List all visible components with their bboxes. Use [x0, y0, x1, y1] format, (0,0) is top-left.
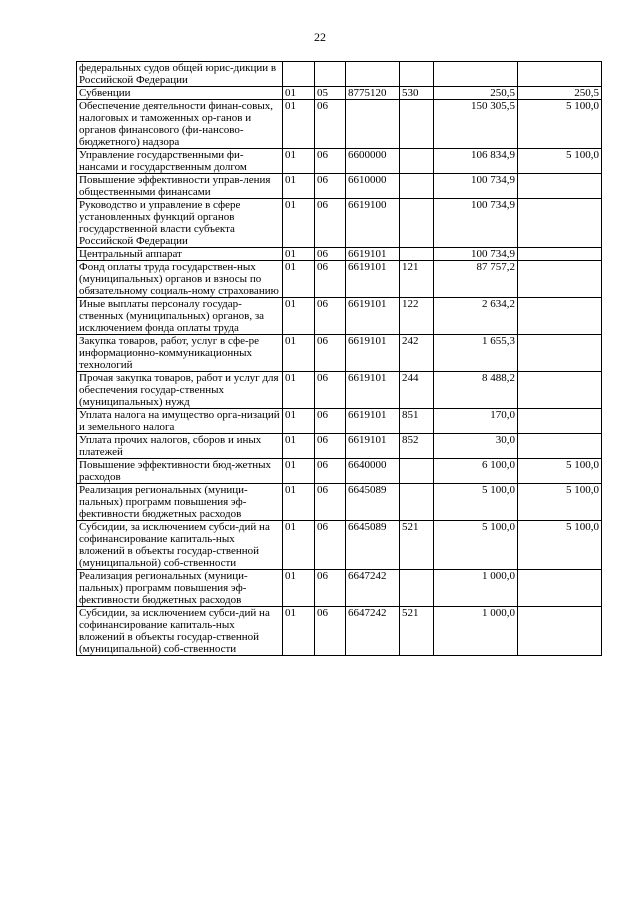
cell-target-article: 6619101: [346, 434, 400, 459]
cell-amount-total: 100 734,9: [434, 199, 518, 248]
cell-amount-federal: 5 100,0: [518, 521, 602, 570]
cell-expense-type: 852: [400, 434, 434, 459]
cell-subsection: 06: [315, 484, 346, 521]
table-row: [77, 372, 602, 409]
cell-target-article: 6619101: [346, 335, 400, 372]
cell-target-article: 6619101: [346, 298, 400, 335]
cell-amount-total: 150 305,5: [434, 100, 518, 149]
table-row: [77, 100, 602, 149]
cell-amount-total: 100 734,9: [434, 248, 518, 261]
cell-section: 01: [283, 459, 315, 484]
budget-table: [76, 61, 602, 656]
cell-name: Закупка товаров, работ, услуг в сфе-ре информационно-коммуникационных технологий: [77, 335, 283, 372]
cell-section: 01: [283, 199, 315, 248]
cell-amount-total: 100 734,9: [434, 174, 518, 199]
cell-name: Руководство и управление в сфере установленных функций органов государственной власти субъекта Российской Федерации: [77, 199, 283, 248]
cell-expense-type: [400, 149, 434, 174]
cell-subsection: 05: [315, 87, 346, 100]
cell-amount-federal: [518, 62, 602, 87]
cell-subsection: 06: [315, 261, 346, 298]
cell-subsection: 06: [315, 149, 346, 174]
cell-section: 01: [283, 409, 315, 434]
cell-amount-federal: [518, 409, 602, 434]
cell-amount-total: 87 757,2: [434, 261, 518, 298]
page-number: 22: [314, 30, 326, 44]
cell-amount-federal: [518, 335, 602, 372]
table-row: [77, 459, 602, 484]
cell-expense-type: 521: [400, 607, 434, 656]
cell-name: Повышение эффективности управ-ления общественными финансами: [77, 174, 283, 199]
cell-target-article: 6645089: [346, 484, 400, 521]
budget-table-body: [77, 62, 602, 656]
cell-subsection: 06: [315, 607, 346, 656]
cell-section: [283, 62, 315, 87]
cell-amount-federal: 250,5: [518, 87, 602, 100]
table-row: [77, 434, 602, 459]
cell-expense-type: 521: [400, 521, 434, 570]
cell-subsection: 06: [315, 298, 346, 335]
cell-amount-total: 1 000,0: [434, 570, 518, 607]
cell-name: Прочая закупка товаров, работ и услуг для обеспечения государ-ственных (муниципальных) нужд: [77, 372, 283, 409]
table-row: [77, 484, 602, 521]
table-row: [77, 199, 602, 248]
cell-section: 01: [283, 434, 315, 459]
table-row: [77, 149, 602, 174]
cell-expense-type: [400, 570, 434, 607]
table-row: [77, 248, 602, 261]
cell-target-article: 6619101: [346, 248, 400, 261]
cell-expense-type: 121: [400, 261, 434, 298]
cell-amount-federal: [518, 248, 602, 261]
cell-amount-federal: [518, 174, 602, 199]
cell-section: 01: [283, 298, 315, 335]
cell-name: Обеспечение деятельности финан-совых, налоговых и таможенных ор-ганов и органов финансового (фи-нансово-бюджетного) надзора: [77, 100, 283, 149]
table-row: [77, 298, 602, 335]
table-row: [77, 409, 602, 434]
table-row: [77, 174, 602, 199]
cell-name: Субвенции: [77, 87, 283, 100]
table-row: [77, 570, 602, 607]
cell-amount-total: 30,0: [434, 434, 518, 459]
cell-amount-total: 106 834,9: [434, 149, 518, 174]
cell-amount-federal: [518, 570, 602, 607]
cell-name: Реализация региональных (муници-пальных) программ повышения эф-фективности бюджетных расходов: [77, 570, 283, 607]
cell-name: Управление государственными фи-нансами и государственным долгом: [77, 149, 283, 174]
cell-subsection: [315, 62, 346, 87]
cell-expense-type: [400, 100, 434, 149]
table-row: [77, 62, 602, 87]
cell-subsection: 06: [315, 335, 346, 372]
cell-subsection: 06: [315, 199, 346, 248]
cell-expense-type: 530: [400, 87, 434, 100]
cell-name: Реализация региональных (муници-пальных) программ повышения эф-фективности бюджетных расходов: [77, 484, 283, 521]
cell-section: 01: [283, 607, 315, 656]
cell-amount-total: 5 100,0: [434, 521, 518, 570]
cell-subsection: 06: [315, 248, 346, 261]
cell-amount-federal: 5 100,0: [518, 149, 602, 174]
cell-amount-federal: [518, 261, 602, 298]
cell-amount-federal: 5 100,0: [518, 459, 602, 484]
cell-name: Субсидии, за исключением субси-дий на софинансирование капиталь-ных вложений в объекты государ-ственной (муниципальной) соб-ственности: [77, 607, 283, 656]
cell-amount-federal: [518, 607, 602, 656]
cell-target-article: [346, 62, 400, 87]
cell-subsection: 06: [315, 409, 346, 434]
cell-amount-total: 8 488,2: [434, 372, 518, 409]
cell-expense-type: 242: [400, 335, 434, 372]
cell-expense-type: [400, 484, 434, 521]
cell-name: Иные выплаты персоналу государ-ственных (муниципальных) органов, за исключением фонда оплаты труда: [77, 298, 283, 335]
cell-target-article: 6619100: [346, 199, 400, 248]
cell-target-article: 6647242: [346, 570, 400, 607]
cell-target-article: 8775120: [346, 87, 400, 100]
cell-section: 01: [283, 248, 315, 261]
cell-expense-type: [400, 62, 434, 87]
cell-amount-federal: [518, 372, 602, 409]
cell-subsection: 06: [315, 372, 346, 409]
table-row: [77, 87, 602, 100]
cell-target-article: 6600000: [346, 149, 400, 174]
cell-expense-type: 851: [400, 409, 434, 434]
cell-target-article: [346, 100, 400, 149]
cell-name: Повышение эффективности бюд-жетных расходов: [77, 459, 283, 484]
cell-name: Центральный аппарат: [77, 248, 283, 261]
cell-expense-type: 122: [400, 298, 434, 335]
cell-amount-total: 250,5: [434, 87, 518, 100]
cell-amount-total: 1 655,3: [434, 335, 518, 372]
cell-section: 01: [283, 570, 315, 607]
cell-expense-type: [400, 459, 434, 484]
cell-amount-total: 5 100,0: [434, 484, 518, 521]
cell-section: 01: [283, 335, 315, 372]
cell-name: федеральных судов общей юрис-дикции в Российской Федерации: [77, 62, 283, 87]
cell-target-article: 6640000: [346, 459, 400, 484]
cell-amount-total: 1 000,0: [434, 607, 518, 656]
cell-section: 01: [283, 149, 315, 174]
cell-section: 01: [283, 521, 315, 570]
cell-section: 01: [283, 484, 315, 521]
cell-expense-type: [400, 199, 434, 248]
cell-section: 01: [283, 372, 315, 409]
table-row: [77, 335, 602, 372]
cell-amount-federal: [518, 199, 602, 248]
table-row: [77, 261, 602, 298]
cell-subsection: 06: [315, 434, 346, 459]
cell-amount-federal: [518, 434, 602, 459]
cell-name: Фонд оплаты труда государствен-ных (муниципальных) органов и взносы по обязательному социаль-ному страхованию: [77, 261, 283, 298]
cell-target-article: 6647242: [346, 607, 400, 656]
cell-subsection: 06: [315, 459, 346, 484]
cell-expense-type: 244: [400, 372, 434, 409]
cell-amount-total: [434, 62, 518, 87]
cell-target-article: 6619101: [346, 372, 400, 409]
cell-amount-total: 2 634,2: [434, 298, 518, 335]
table-row: [77, 521, 602, 570]
cell-expense-type: [400, 248, 434, 261]
cell-name: Уплата налога на имущество орга-низаций и земельного налога: [77, 409, 283, 434]
cell-amount-federal: 5 100,0: [518, 100, 602, 149]
cell-subsection: 06: [315, 174, 346, 199]
cell-subsection: 06: [315, 521, 346, 570]
cell-section: 01: [283, 100, 315, 149]
cell-section: 01: [283, 261, 315, 298]
cell-amount-federal: 5 100,0: [518, 484, 602, 521]
cell-expense-type: [400, 174, 434, 199]
cell-section: 01: [283, 87, 315, 100]
cell-amount-total: 170,0: [434, 409, 518, 434]
cell-subsection: 06: [315, 100, 346, 149]
cell-target-article: 6619101: [346, 261, 400, 298]
cell-name: Субсидии, за исключением субси-дий на софинансирование капиталь-ных вложений в объекты государ-ственной (муниципальной) соб-ственности: [77, 521, 283, 570]
cell-subsection: 06: [315, 570, 346, 607]
cell-name: Уплата прочих налогов, сборов и иных платежей: [77, 434, 283, 459]
cell-target-article: 6619101: [346, 409, 400, 434]
cell-section: 01: [283, 174, 315, 199]
cell-target-article: 6610000: [346, 174, 400, 199]
cell-target-article: 6645089: [346, 521, 400, 570]
cell-amount-federal: [518, 298, 602, 335]
cell-amount-total: 6 100,0: [434, 459, 518, 484]
table-row: [77, 607, 602, 656]
